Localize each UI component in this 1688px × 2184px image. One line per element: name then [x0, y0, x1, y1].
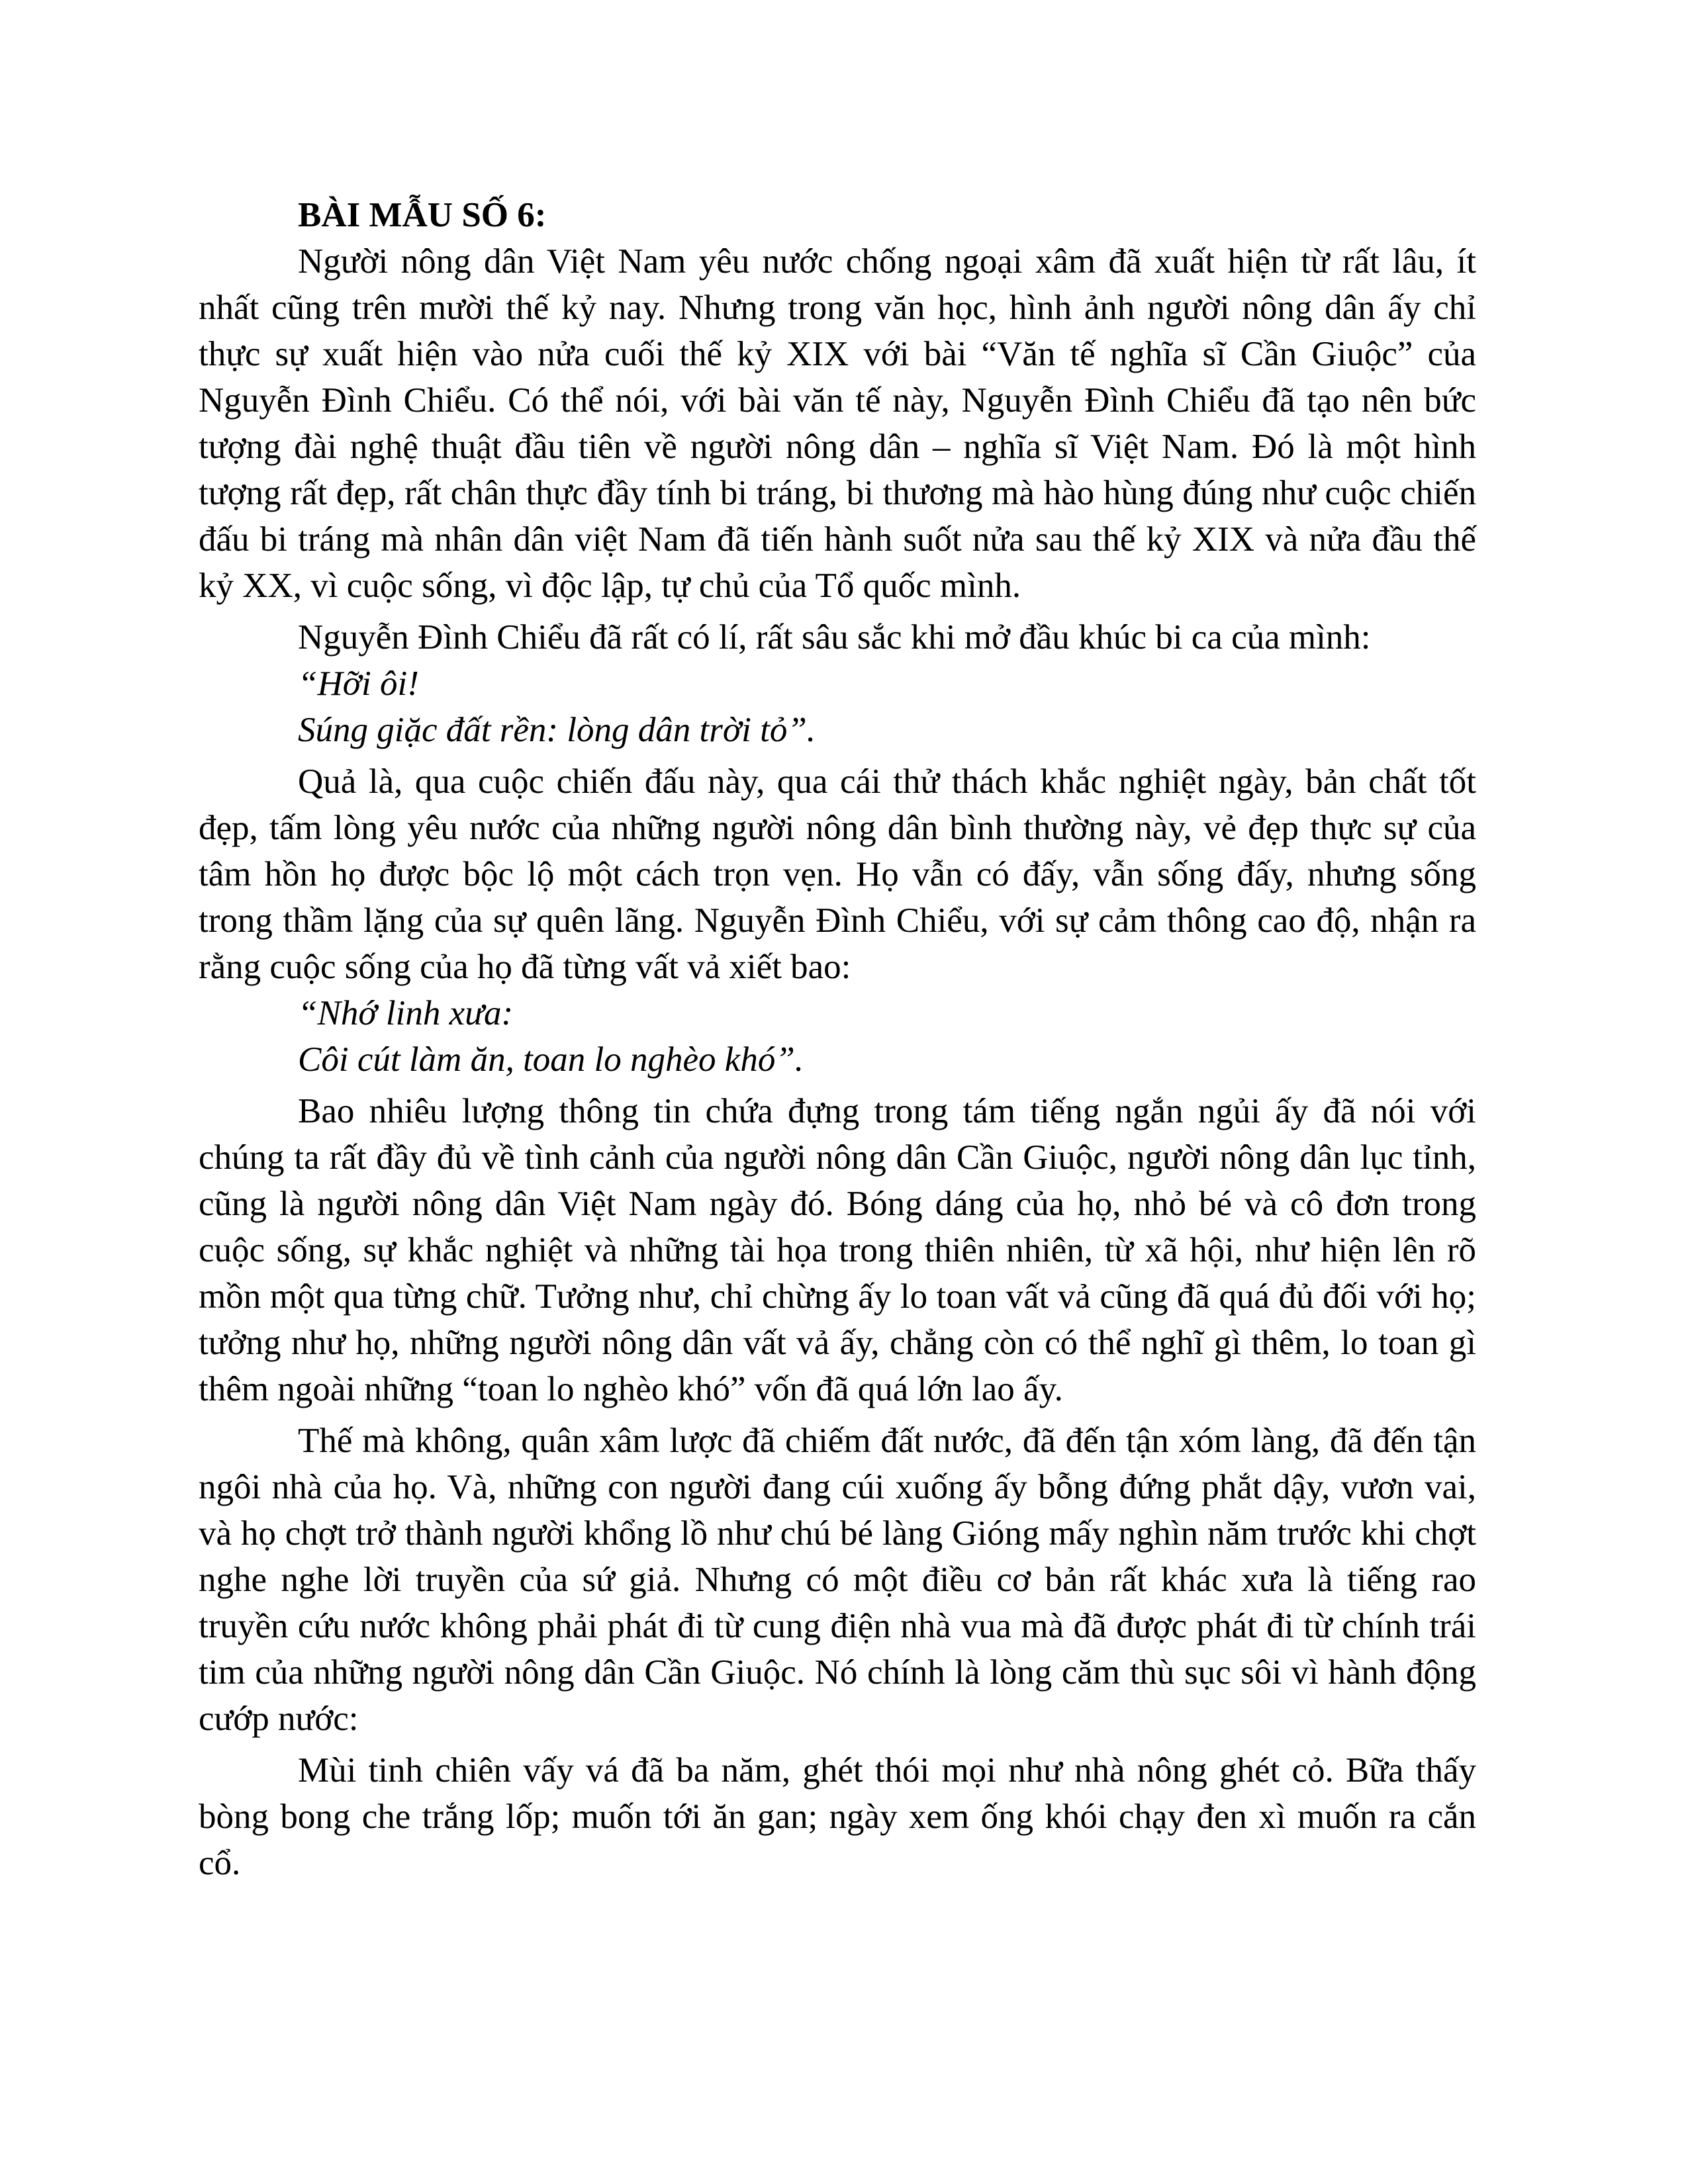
document-page	[199, 192, 1476, 1886]
paragraph-hardship: Quả là, qua cuộc chiến đấu này, qua cái thử thách khắc nghiệt ngày, bản chất tốt đẹp, tấm lòng yêu nước của những người nông dân bình thường này, vẻ đẹp thực sự của tâm hồn họ được bộc lộ một cách trọn vẹn. Họ vẫn có đấy, vẫn sống đấy, nhưng sống trong thầm lặng của sự quên lãng. Nguyễn Đình Chiểu, với sự cảm thông cao độ, nhận ra rằng cuộc sống của họ đã từng vất vả xiết bao:	[199, 762, 1476, 986]
verse-line: Súng giặc đất rền: lòng dân trời tỏ”.	[298, 711, 816, 749]
paragraph-information: Bao nhiêu lượng thông tin chứa đựng trong tám tiếng ngắn ngủi ấy đã nói với chúng ta rất đầy đủ về tình cảnh của người nông dân Cần Giuộc, người nông dân lục tỉnh, cũng là người nông dân Việt Nam ngày đó. Bóng dáng của họ, nhỏ bé và cô đơn trong cuộc sống, sự khắc nghiệt và những tài họa trong thiên nhiên, từ xã hội, như hiện lên rõ mồn một qua từng chữ. Tưởng như, chỉ chừng ấy lo toan vất vả cũng đã quá đủ đối với họ; tưởng như họ, những người nông dân vất vả ấy, chẳng còn có thể nghĩ gì thêm, lo toan gì thêm ngoài những “toan lo nghèo khó” vốn đã quá lớn lao ấy.	[199, 1092, 1476, 1408]
paragraph-uprising: Thế mà không, quân xâm lược đã chiếm đất nước, đã đến tận xóm làng, đã đến tận ngôi nhà của họ. Và, những con người đang cúi xuống ấy bỗng đứng phắt dậy, vươn vai, và họ chợt trở thành người khổng lồ như chú bé làng Gióng mấy nghìn năm trước khi chợt nghe nghe lời truyền của sứ giả. Nhưng có một điều cơ bản rất khác xưa là tiếng rao truyền cứu nước không phải phát đi từ cung điện nhà vua mà đã được phát đi từ chính trái tim của những người nông dân Cần Giuộc. Nó chính là lòng căm thù sục sôi vì hành động cướp nước:	[199, 1422, 1476, 1738]
paragraph-quote: Mùi tinh chiên vấy vá đã ba năm, ghét thói mọi như nhà nông ghét cỏ. Bữa thấy bòng bong che trắng lốp; muốn tới ăn gan; ngày xem ống khói chạy đen xì muốn ra cắn cổ.	[199, 1751, 1476, 1882]
paragraph-intro: Người nông dân Việt Nam yêu nước chống ngoại xâm đã xuất hiện từ rất lâu, ít nhất cũng trên mười thế kỷ nay. Nhưng trong văn học, hình ảnh người nông dân ấy chỉ thực sự xuất hiện vào nửa cuối thế kỷ XIX với bài “Văn tế nghĩa sĩ Cần Giuộc” của Nguyễn Đình Chiểu. Có thể nói, với bài văn tế này, Nguyễn Đình Chiểu đã tạo nên bức tượng đài nghệ thuật đầu tiên về người nông dân – nghĩa sĩ Việt Nam. Đó là một hình tượng rất đẹp, rất chân thực đầy tính bi tráng, bi thương mà hào hùng đúng như cuộc chiến đấu bi tráng mà nhân dân việt Nam đã tiến hành suốt nửa sau thế kỷ XIX và nửa đầu thế kỷ XX, vì cuộc sống, vì độc lập, tự chủ của Tổ quốc mình.	[199, 242, 1476, 605]
verse-line: “Hỡi ôi!	[298, 664, 419, 703]
verse-line: Côi cút làm ăn, toan lo nghèo khó”.	[298, 1040, 804, 1079]
section-heading: BÀI MẪU SỐ 6:	[298, 196, 547, 234]
verse-line: “Nhớ linh xưa:	[298, 994, 514, 1032]
paragraph-opening-remark: Nguyễn Đình Chiểu đã rất có lí, rất sâu sắc khi mở đầu khúc bi ca của mình:	[298, 618, 1371, 657]
